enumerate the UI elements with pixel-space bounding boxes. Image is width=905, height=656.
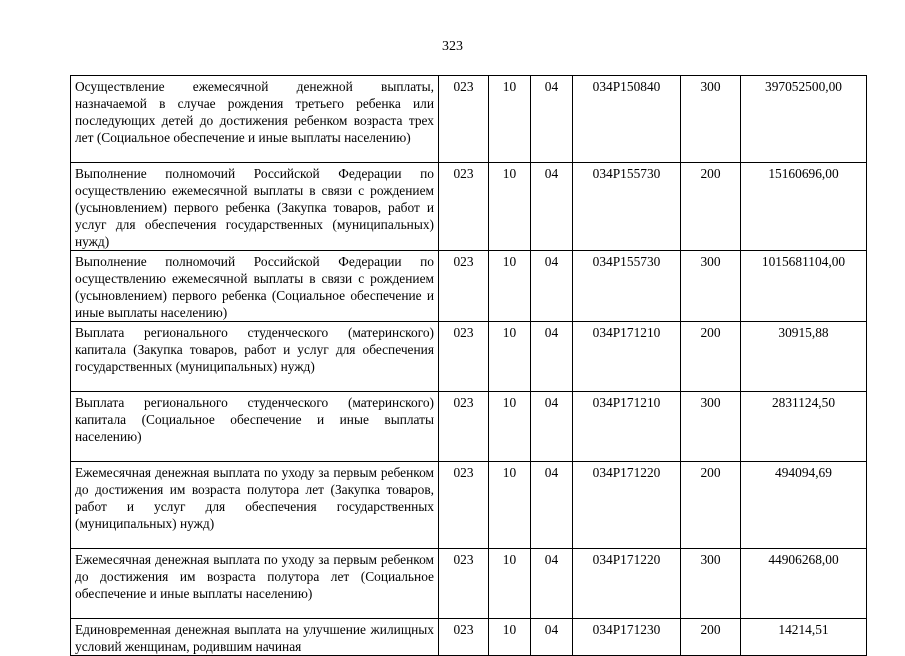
subsection-code: 04	[531, 549, 573, 619]
ministry-code: 023	[439, 251, 489, 322]
subsection-code: 04	[531, 619, 573, 656]
amount: 397052500,00	[741, 76, 867, 163]
subsection-code: 04	[531, 251, 573, 322]
table-row	[71, 392, 867, 462]
section-code: 10	[489, 76, 531, 163]
ministry-code: 023	[439, 549, 489, 619]
row-description: Выплата регионального студенческого (материнского) капитала (Закупка товаров, работ и услуг для обеспечения государственных (муниципальных) нужд)	[71, 322, 439, 392]
target-article-code: 034P171210	[573, 392, 681, 462]
target-article-code: 034P155730	[573, 163, 681, 251]
expense-type-code: 200	[681, 163, 741, 251]
ministry-code: 023	[439, 76, 489, 163]
expense-type-code: 200	[681, 322, 741, 392]
ministry-code: 023	[439, 392, 489, 462]
ministry-code: 023	[439, 619, 489, 656]
amount: 30915,88	[741, 322, 867, 392]
table-row	[71, 462, 867, 549]
target-article-code: 034P155730	[573, 251, 681, 322]
row-description: Ежемесячная денежная выплата по уходу за первым ребенком до достижения им возраста полутора лет (Социальное обеспечение и иные выплаты населению)	[71, 549, 439, 619]
page-number: 323	[442, 39, 463, 54]
ministry-code: 023	[439, 322, 489, 392]
amount: 44906268,00	[741, 549, 867, 619]
amount: 1015681104,00	[741, 251, 867, 322]
expense-type-code: 300	[681, 251, 741, 322]
section-code: 10	[489, 163, 531, 251]
section-code: 10	[489, 549, 531, 619]
row-description: Выполнение полномочий Российской Федерации по осуществлению ежемесячной выплаты в связи с рождением (усыновлением) первого ребенка (Закупка товаров, работ и услуг для обеспечения государственных (муниципальных) нужд)	[71, 163, 439, 251]
row-description: Осуществление ежемесячной денежной выплаты, назначаемой в случае рождения третьего ребенка или последующих детей до достижения ребенком возраста трех лет (Социальное обеспечение и иные выплаты населению)	[71, 76, 439, 163]
section-code: 10	[489, 251, 531, 322]
row-description: Выполнение полномочий Российской Федерации по осуществлению ежемесячной выплаты в связи с рождением (усыновлением) первого ребенка (Социальное обеспечение и иные выплаты населению)	[71, 251, 439, 322]
expense-type-code: 300	[681, 549, 741, 619]
subsection-code: 04	[531, 392, 573, 462]
row-description: Выплата регионального студенческого (материнского) капитала (Социальное обеспечение и иные выплаты населению)	[71, 392, 439, 462]
subsection-code: 04	[531, 462, 573, 549]
section-code: 10	[489, 392, 531, 462]
expense-type-code: 200	[681, 619, 741, 656]
table-row	[71, 163, 867, 251]
expense-type-code: 200	[681, 462, 741, 549]
subsection-code: 04	[531, 322, 573, 392]
subsection-code: 04	[531, 76, 573, 163]
target-article-code: 034P150840	[573, 76, 681, 163]
section-code: 10	[489, 462, 531, 549]
budget-table	[70, 75, 867, 656]
table-row	[71, 549, 867, 619]
expense-type-code: 300	[681, 392, 741, 462]
expense-type-code: 300	[681, 76, 741, 163]
row-description: Ежемесячная денежная выплата по уходу за первым ребенком до достижения им возраста полутора лет (Закупка товаров, работ и услуг для обеспечения государственных (муниципальных) нужд)	[71, 462, 439, 549]
table-row	[71, 251, 867, 322]
target-article-code: 034P171220	[573, 549, 681, 619]
target-article-code: 034P171210	[573, 322, 681, 392]
amount: 2831124,50	[741, 392, 867, 462]
target-article-code: 034P171220	[573, 462, 681, 549]
section-code: 10	[489, 619, 531, 656]
table-row	[71, 76, 867, 163]
amount: 15160696,00	[741, 163, 867, 251]
subsection-code: 04	[531, 163, 573, 251]
table-row	[71, 322, 867, 392]
row-description: Единовременная денежная выплата на улучшение жилищных условий женщинам, родившим начиная	[71, 619, 439, 656]
target-article-code: 034P171230	[573, 619, 681, 656]
ministry-code: 023	[439, 462, 489, 549]
table-row	[71, 619, 867, 656]
section-code: 10	[489, 322, 531, 392]
ministry-code: 023	[439, 163, 489, 251]
amount: 494094,69	[741, 462, 867, 549]
amount: 14214,51	[741, 619, 867, 656]
